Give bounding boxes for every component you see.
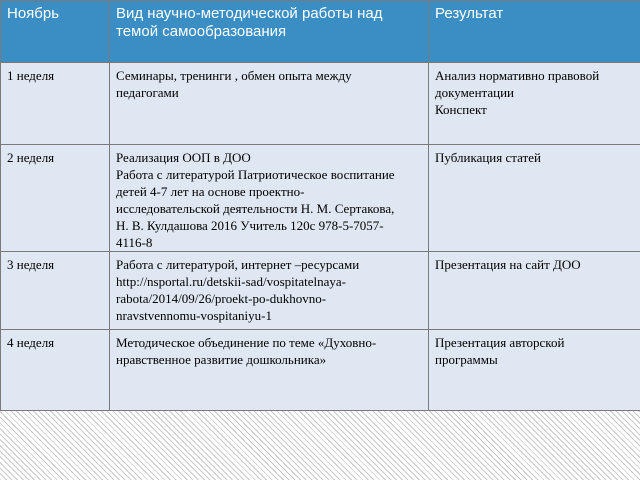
table-header-row — [1, 1, 640, 63]
header-activity-type: Вид научно-методической работы над темой самообразования — [110, 1, 429, 63]
activity-line: Методическое объединение по теме «Духовно- — [116, 335, 377, 350]
result-line: документации — [435, 85, 515, 100]
result-line: Конспект — [435, 102, 487, 117]
activity-line: 4116-8 — [116, 235, 153, 250]
result-cell — [429, 252, 640, 330]
result-line: Презентация на сайт ДОО — [435, 257, 581, 272]
activity-cell — [110, 145, 429, 252]
result-line: Презентация авторской — [435, 335, 565, 350]
week-cell: 1 неделя — [1, 63, 110, 145]
table-row — [1, 252, 640, 330]
table-row — [1, 63, 640, 145]
result-line: программы — [435, 352, 498, 367]
activity-line: Семинары, тренинги , обмен опыта между — [116, 68, 352, 83]
header-result: Результат — [429, 1, 640, 63]
result-line: Анализ нормативно правовой — [435, 68, 600, 83]
activity-cell — [110, 252, 429, 330]
activity-line: Работа с литературой, интернет –ресурсами — [116, 257, 360, 272]
header-month: Ноябрь — [1, 1, 110, 63]
activity-line: Н. В. Кулдашова 2016 Учитель 120с 978-5-7057- — [116, 218, 384, 233]
result-cell — [429, 330, 640, 411]
activity-link-line: http://nsportal.ru/detskii-sad/vospitatelnaya- — [116, 274, 346, 289]
activity-line: педагогами — [116, 85, 179, 100]
activity-link-line: nravstvennomu-vospitaniyu-1 — [116, 308, 272, 323]
activity-line: исследовательской деятельности Н. М. Сертакова, — [116, 201, 395, 216]
activity-cell — [110, 330, 429, 411]
result-cell — [429, 63, 640, 145]
table-row — [1, 145, 640, 252]
activity-link-line: rabota/2014/09/26/proekt-po-dukhovno- — [116, 291, 327, 306]
result-line: Публикация статей — [435, 150, 541, 165]
week-cell: 4 неделя — [1, 330, 110, 411]
result-cell — [429, 145, 640, 252]
activity-line: Работа с литературой Патриотическое воспитание — [116, 167, 395, 182]
activity-line: Реализация ООП в ДОО — [116, 150, 251, 165]
table-row — [1, 330, 640, 411]
activity-line: детей 4-7 лет на основе проектно- — [116, 184, 305, 199]
week-cell: 2 неделя — [1, 145, 110, 252]
activity-cell — [110, 63, 429, 145]
week-cell: 3 неделя — [1, 252, 110, 330]
activity-line: нравственное развитие дошкольника» — [116, 352, 327, 367]
